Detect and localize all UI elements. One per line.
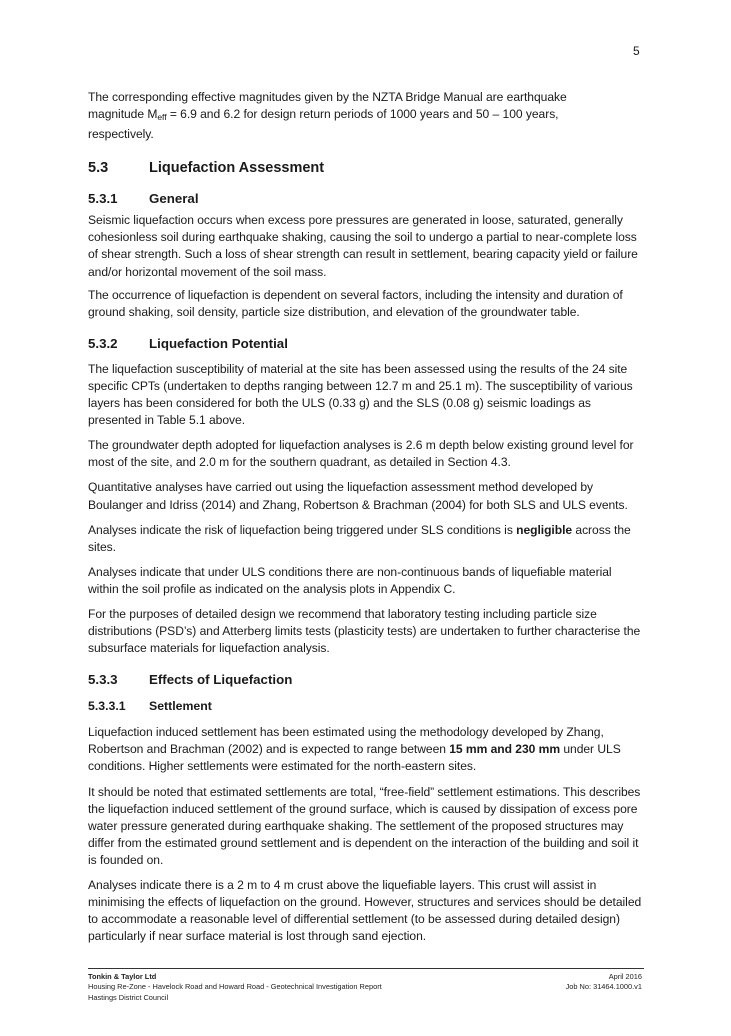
- paragraph: For the purposes of detailed design we recommend that laboratory testing including particle size distributions (PSD’s) and Atterberg limits tests (plasticity tests) are undertaken to further characterise the subsurface materials for liquefaction analysis.: [88, 606, 641, 656]
- text-run: under ULS conditions. Higher settlements were estimated for the north-eastern sites.: [88, 742, 621, 774]
- intro-line-2b: = 6.9 and 6.2 for design return periods of 1000 years and 50 – 100 years,: [166, 107, 559, 122]
- text-run: Liquefaction induced settlement has been estimated using the methodology developed by Zhang, Robertson and Brachman (2002) and is expected to range between: [88, 725, 604, 757]
- document-body: [88, 89, 644, 945]
- section-number: 5.3.3.1: [88, 699, 126, 714]
- section-heading-5-3: [88, 160, 644, 176]
- section-number: 5.3: [88, 160, 109, 177]
- footer-left: [88, 972, 382, 1003]
- intro-line-2a: magnitude M: [88, 107, 158, 122]
- paragraph: The groundwater depth adopted for liquefaction analyses is 2.6 m depth below existing ground level for most of the site, and 2.0 m for the southern quadrant, as detailed in Section 4.3.: [88, 438, 634, 470]
- paragraph: Quantitative analyses have carried out using the liquefaction assessment method developed by Boulanger and Idriss (2014) and Zhang, Robertson & Brachman (2004) for both SLS and ULS events.: [88, 480, 628, 512]
- paragraph: It should be noted that estimated settlements are total, “free-field” settlement estimations. This describes the liquefaction induced settlement of the ground surface, which is caused by dissipation of excess pore water pressure generated during earthquake shaking. The settlement of the proposed structures may differ from the estimated ground settlement and is dependent on the interaction of the building and soil it is founded on.: [88, 784, 641, 867]
- footer-project: Housing Re-Zone - Havelock Road and Howard Road - Geotechnical Investigation Report: [88, 982, 382, 992]
- paragraph: Analyses indicate that under ULS conditions there are non-continuous bands of liquefiable material within the soil profile as indicated on the analysis plots in Appendix C.: [88, 564, 612, 596]
- intro-line-3: respectively.: [88, 127, 154, 142]
- section-heading-5-3-1: [88, 191, 644, 206]
- intro-paragraph: [88, 89, 644, 143]
- intro-line-1: The corresponding effective magnitudes given by the NZTA Bridge Manual are earthquake: [88, 90, 567, 104]
- section-title: Liquefaction Potential: [149, 335, 288, 351]
- section-title: Settlement: [149, 699, 212, 714]
- section-number: 5.3.3: [88, 672, 118, 688]
- footer-divider: [88, 968, 644, 969]
- paragraph: Seismic liquefaction occurs when excess pore pressures are generated in loose, saturated, generally cohesionless soil during earthquake shaking, causing the soil to undergo a partial to near-complete loss of shear strength. Such a loss of shear strength can result in settlement, bearing capacity yield or failure and/or horizontal movement of the soil mass.: [88, 213, 638, 279]
- footer-job-number: Job No: 31464.1000.v1: [565, 982, 642, 992]
- footer-company: Tonkin & Taylor Ltd: [88, 972, 157, 981]
- footer-right: [566, 972, 642, 993]
- section-title: Liquefaction Assessment: [149, 160, 325, 177]
- paragraph: The liquefaction susceptibility of material at the site has been assessed using the results of the 24 site specific CPTs (undertaken to depths ranging between 12.7 m and 25.1 m). The susceptibility of various layers has been considered for both the ULS (0.33 g) and the SLS (0.08 g) seismic loadings as presented in Table 5.1 above.: [88, 361, 633, 428]
- section-number: 5.3.2: [88, 335, 118, 351]
- paragraph: [88, 522, 644, 556]
- section-heading-5-3-3: [88, 672, 644, 687]
- section-title: General: [149, 191, 199, 207]
- text-run: across the sites.: [88, 522, 631, 554]
- section-title: Effects of Liquefaction: [149, 672, 293, 688]
- paragraph: The occurrence of liquefaction is dependent on several factors, including the intensity and duration of ground shaking, soil density, particle size distribution, and elevation of the groundwater table.: [88, 287, 623, 319]
- paragraph: [88, 724, 644, 775]
- text-run: Analyses indicate the risk of liquefaction being triggered under SLS conditions is: [88, 522, 517, 537]
- paragraph: Analyses indicate there is a 2 m to 4 m crust above the liquefiable layers. This crust will assist in minimising the effects of liquefaction on the ground. However, structures and services should be detailed to accommodate a reasonable level of differential settlement (to be assessed during detailed design) particularly if near surface material is lost through sand ejection.: [88, 878, 642, 944]
- bold-text-run: 15 mm and 230 mm: [449, 742, 561, 757]
- intro-line-2-subscript: eff: [157, 112, 167, 123]
- page-number: 5: [633, 44, 640, 58]
- bold-text-run: negligible: [516, 522, 573, 537]
- footer-date: April 2016: [608, 972, 642, 981]
- footer-client: Hastings District Council: [88, 992, 169, 1002]
- section-number: 5.3.1: [88, 191, 118, 207]
- section-heading-5-3-3-1: [88, 699, 644, 713]
- section-heading-5-3-2: [88, 336, 644, 351]
